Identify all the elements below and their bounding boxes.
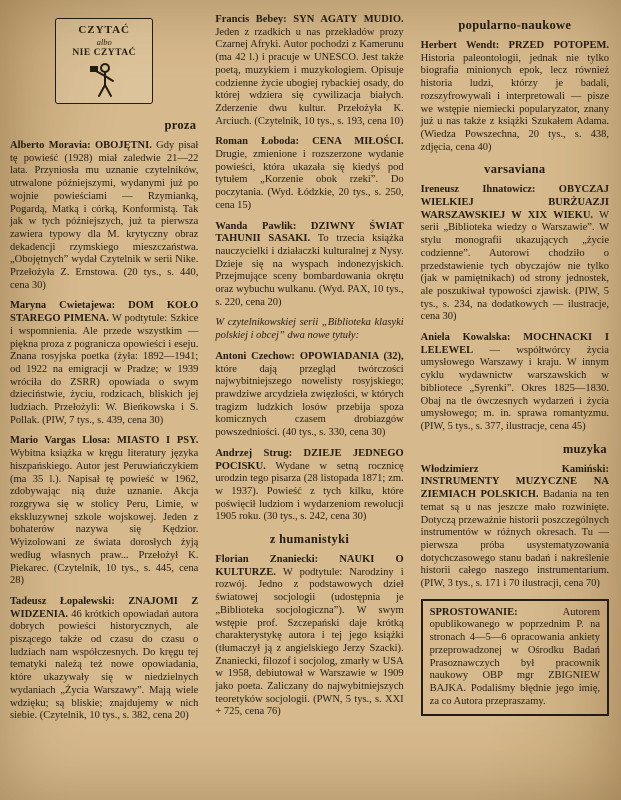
section-header-popularno-naukowe: popularno-naukowe — [458, 18, 572, 32]
entry-body: Badania na ten temat są u nas jeszcze mało rozwinięte. Dotyczą przeważnie historii poszczególnych instrumentów w różnych okresach. Tu — pierwsza próba usystematyzowania dotychczasowego stanu badań i nakreślenie historii całego naszego instrumentarium. (PIW, 3 tys., s. 171 i 70 ilustracji, cena 70) — [420, 489, 609, 590]
entry-body: Autorem opublikowanego w poprzednim P. na stronach 4—5—6 opracowania ankiety przeprowadzonej w Ośrodku Badań Prasoznawczych był pracownik naukowy OBP mgr ZBIGNIEW BAJKA. Podaliśmy błędnie jego imię, za co Autora przepraszamy. — [429, 606, 600, 707]
review-entry-strug — [215, 448, 403, 524]
entry-body: które dają przegląd twórczości najwybitniejszego nowelisty rosyjskiego; prawdziwe arcydzieła zwięzłości, w których tragizm ludzkich losów przebija spoza komicznych czasem drobiazgów powszedniości. (40 tys., s. 330, cena 30) — [215, 363, 404, 439]
entry-body: Jeden z rzadkich u nas przekładów prozy Czarnej Afryki. Autor pochodzi z Kamerunu (ma 42 l.) i pracuje w UNESCO. Jest także poetą, muzykiem i muzykologiem. Opisuje codzienne życie ubogiej rybackiej osady, do której wdziera się cywilizacja białych. Zderzenie dwu kultur. Przełożyła K. Arciuch. (Czytelnik, 10 tys., s. 193, cena 10) — [215, 26, 404, 127]
sprostowanie-entry — [430, 607, 600, 709]
review-entry-cwietajewa — [10, 300, 198, 427]
review-entry-lopalewski — [10, 596, 198, 723]
entry-lead: SPROSTOWANIE: — [429, 606, 518, 618]
review-entry-ihnatowicz — [421, 184, 609, 324]
review-entry-kowalska — [421, 332, 609, 434]
entry-lead: Maryna Cwietajewa: DOM KOŁO STAREGO PIMENA. — [10, 300, 199, 325]
entry-body: W podtytule: Narodziny i rozwój. Jedno z podstawowych dzieł światowej socjologii (udostępnia je „Biblioteka socjologiczna”). W swym wstępie prof. Szczepański daje krótką charakterystykę autora i tej jego książki (tłumaczył ją z angielskiego Jerzy Szacki). Znaniecki, filozof i socjolog, zmarły w USA w 1958, debiutował w Warszawie w 1909 jako poeta. Zaliczany do najwybitniejszych teoretyków socjologii. (PWN, 5 tys., s. XXI + 725, cena 76) — [215, 566, 404, 718]
entry-body: To trzecia książka nauczycielki i działaczki kulturalnej z Nysy. Dzieje się na wyspach indonezyjskich. Przejmujące sceny bombardowania okrętu oraz wybuchu wulkanu. (Wyd. PAX, 10 tys., s. 220, cena 20) — [215, 233, 404, 308]
entry-body: Wybitna książka w kręgu literatury języka hiszpańskiego. Autor jest Peruwiańczykiem (ma 35 l.). Napisał tę powieść w 1962, zdobywając nią duże uznanie. Akcja rozgrywa się w stolicy Peru, Limie, w ekskluzywnej szkole wojskowej. Jeden z bohaterów nazywa się Kędzior. Wyizolowani ze świata dorosłych żyją według własnych praw... Przełożył K. Piekarec. (Czytelnik, 10 tys., s. 445, cena 28) — [10, 448, 199, 587]
entry-body: Historia paleontologii, jednak nie tylko biografia minionych epok, lecz również historia ludzi, którzy je badali, rozszyfrowywali i interpretowali — pisze we wstępie niemiecki popularyzator, znany już u nas także z książki Szukałem Adama. (Wiedza Powszechna, 20 tys., s. 438, zdjęcia, cena 40) — [420, 52, 609, 153]
entry-lead: Antoni Czechow: OPOWIADANIA (32), — [215, 350, 404, 362]
entry-lead: Francis Bebey: SYN AGATY MUDIO. — [215, 14, 404, 25]
sprostowanie-box — [421, 599, 609, 717]
entry-lead: Florian Znaniecki: NAUKI O KULTURZE. — [215, 554, 404, 578]
review-entry-llosa — [10, 435, 198, 587]
review-entry-moravia — [10, 140, 198, 292]
entry-lead: Alberto Moravia: OBOJĘTNI. — [10, 140, 152, 151]
column-right — [421, 14, 609, 790]
section-header-muzyka: muzyka — [562, 441, 607, 456]
stamp-text-albo: albo — [96, 37, 112, 47]
entry-lead: Herbert Wendt: PRZED POTOPEM. — [420, 40, 609, 51]
entry-body: Drugie, zmienione i rozszerzone wydanie powieści, która ukazała się kiedyś pod tytułem „Korzenie obok rzeki”. Do poczytania. (Wyd. Łódzkie, 20 tys., s. 250, cena 15) — [215, 149, 404, 211]
section-header-humanistyki: z humanistyki — [269, 532, 350, 547]
entry-lead: Ireneusz Ihnatowicz: OBYCZAJ WIELKIEJ BURŻUAZJI WARSZAWSKIEJ W XIX WIEKU. — [420, 184, 609, 221]
stamp-text-nie-czytac: NIE CZYTAĆ — [72, 48, 136, 58]
entry-lead: Roman Łoboda: CENA MIŁOŚCI. — [215, 136, 404, 148]
review-entry-pawlik — [215, 221, 403, 310]
review-entry-kaminski — [421, 464, 609, 591]
entry-lead: Andrzej Strug: DZIEJE JEDNEGO POCISKU. — [215, 447, 404, 472]
czytac-stamp — [55, 18, 153, 104]
review-entry-bebey — [215, 14, 403, 128]
entry-body: W serii „Biblioteka wiedzy o Warszawie”. W stylu monografii ukazujących „życie codzienne”. Autorowi chodziło o przedstawienie tych obyczajów nie tylko (jak w pamiętnikach) od strony jednostek, ale poszukiwał typowości zjawisk. (PIW, 5 tys., s. 234, na dodatkowych — ilustracje, cena 30) — [420, 209, 609, 323]
section-header-varsaviana: varsaviana — [484, 162, 546, 177]
entry-lead: Aniela Kowalska: MOCHNACKI I LELEWEL — [420, 332, 609, 356]
entry-lead: Tadeusz Łopalewski: ZNAJOMI Z WIDZENIA. — [10, 595, 199, 620]
entry-body: Gdy pisał tę powieść (1928) miał zaledwie 21—22 lata. Przyniosła mu uznanie czytelników, utrwalone późniejszymi, wydanymi już po wojnie powieściami — Rzymianką, Pogardą, Matką i córką, Konformistą. Tak jak w tych późniejszych, już ta pierwsza zawiera typowy dla M. krytyczny obraz dekadencji rzymskiego mieszczaństwa. „Obojętnych” wydał Czytelnik w serii Nike. Przełożyła Z. Ernstowa. (20 tys., s. 440, cena 30) — [10, 140, 199, 291]
column-proza — [10, 14, 198, 790]
section-header-proza: proza — [164, 118, 197, 132]
series-note: W czytelnikowskiej serii „Biblioteka klasyki polskiej i obcej” dwa nowe tytuły: — [215, 317, 404, 342]
entry-body: 46 krótkich opowiadań autora dobrych powieści historycznych, ale piszącego także od czasu do czasu o ludziach nam współczesnych. Do kręgu tej tematyki należą też nowe opowiadania, które ukazywały się w niedzielnych wydaniach „Życia Warszawy”. Mają wiele wdzięku; są bliskie; znajdujemy w nich siebie. (Czytelnik, 10 tys., s. 382, cena 20) — [10, 608, 199, 722]
entry-lead: Włodzimierz Kamiński: INSTRUMENTY MUZYCZNE NA ZIEMIACH POLSKICH. — [420, 463, 609, 501]
column-middle — [215, 14, 403, 790]
stamp-text-czytac: CZYTAĆ — [78, 24, 130, 36]
entry-body: Wydane w setną rocznicę urodzin tego pisarza (28 listopada 1871; zm. w 1937). Powieść z tych kilku, które poświęcił ludziom i wydarzeniom rewolucji 1905 roku. (30 tys., s. 242, cena 30) — [215, 460, 404, 523]
entry-body: — współtwórcy życia umysłowego Warszawy i kraju. W innym cyklu wydawnictw warszawskich w bibliotece „Syrenki”. Okres 1825—1830. Obaj na tle ówczesnych wydarzeń i życia umysłowego; m. in. sprawa romantyzmu. (PIW, 5 tys., s. 377, ilustracje, cena 45) — [420, 344, 609, 432]
review-entry-znaniecki — [215, 554, 403, 719]
reader-figure-icon — [84, 61, 124, 99]
entry-body: W podtytule: Szkice i wspomnienia. Ale przede wszystkim — piękna proza z pogranicza opowieści i eseju. Znana rosyjska poetka (żyła: 1892—1941; od 1922 na emigracji w Pradze; w 1939 wróciła do ZSRR) opowiada o swym dzieciństwie, życiu, rodzicach, bliskich jej ludziach. Przełożyli: W. Bieńkowska i S. Pollak. (PIW, 7 tys., s. 439, cena 30) — [10, 313, 199, 426]
entry-lead: Mario Vargas Llosa: MIASTO I PSY. — [10, 435, 199, 447]
entry-lead: Wanda Pawlik: DZIWNY ŚWIAT TAHUNII SASAKI. — [215, 220, 404, 245]
review-entry-loboda — [215, 136, 403, 212]
review-entry-wendt — [421, 40, 609, 154]
review-entry-czechow — [215, 351, 403, 440]
